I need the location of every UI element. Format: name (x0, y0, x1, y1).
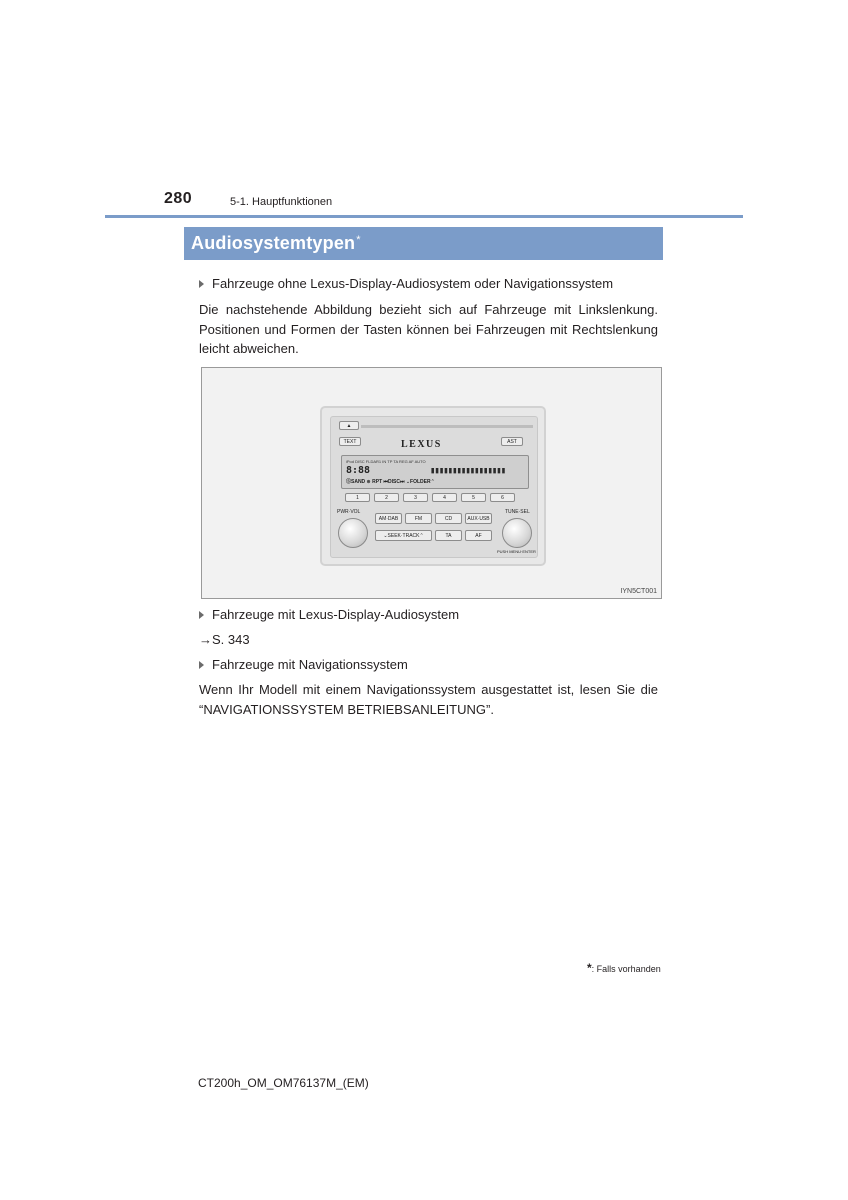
intro-paragraph (199, 300, 658, 359)
paragraph-line: Positionen und Formen der Tasten können bei Fahrzeugen mit Rechtslenkung (199, 321, 658, 337)
tune-sel-label: TUNE·SEL (505, 509, 530, 515)
pwr-vol-knob (338, 518, 368, 548)
audio-unit (320, 406, 546, 566)
ast-button: AST (501, 437, 523, 446)
section-marker: * (356, 233, 361, 246)
document-code: CT200h_OM_OM76137M_(EM) (198, 1076, 369, 1090)
paragraph-line: “NAVIGATIONSSYSTEM BETRIEBSANLEITUNG”. (199, 701, 494, 717)
preset-button-3: 3 (403, 493, 428, 502)
bullet-text: Fahrzeuge ohne Lexus-Display-Audiosystem oder Navigationssystem (212, 276, 614, 291)
bullet-triangle-icon (199, 661, 204, 669)
display-main-digits: 8:88 (346, 465, 371, 476)
disc-slot (361, 425, 533, 428)
display-status-line: iPod DISC FLDAR1 IN TP TA REG AF AUTO (346, 459, 426, 464)
page-number: 280 (164, 190, 193, 207)
section-heading (184, 227, 663, 260)
bullet-triangle-icon (199, 611, 204, 619)
footnote (587, 961, 661, 975)
preset-button-5: 5 (461, 493, 486, 502)
chapter-title: 5-1. Hauptfunktionen (230, 196, 333, 208)
bullet-text: Fahrzeuge mit Navigationssystem (212, 657, 408, 672)
preset-button-6: 6 (490, 493, 515, 502)
tune-sel-knob (502, 518, 532, 548)
bullet-no-display-audio (199, 276, 613, 292)
bullet-navigation (199, 657, 408, 673)
audio-unit-figure (201, 367, 662, 599)
eject-button (339, 421, 359, 430)
aux-usb-button: AUX·USB (465, 513, 492, 524)
header-rule (105, 215, 743, 218)
menu-enter-label: PUSH MENU·ENTER (497, 549, 536, 554)
lcd-display (341, 455, 529, 489)
lexus-logo: LEXUS (401, 439, 442, 450)
ta-button: TA (435, 530, 462, 541)
preset-button-4: 4 (432, 493, 457, 502)
page-reference (199, 630, 658, 650)
figure-code: IYN5CT001 (620, 588, 657, 595)
text-button: TEXT (339, 437, 361, 446)
preset-button-1: 1 (345, 493, 370, 502)
footnote-text: : Falls vorhanden (591, 964, 661, 974)
section-title: Audiosystemtypen (191, 233, 356, 253)
preset-button-2: 2 (374, 493, 399, 502)
pwr-vol-label: PWR·VOL (337, 509, 361, 515)
am-dab-button: AM·DAB (375, 513, 402, 524)
bullet-display-audio (199, 607, 459, 623)
af-button: AF (465, 530, 492, 541)
display-function-line: ⓈSAND ⊕ RPT ⏮DISC⏭ ⌄FOLDER⌃ (346, 479, 435, 485)
display-dot-matrix: ▮▮▮▮▮▮▮▮▮▮▮▮▮▮▮▮▮ (430, 466, 506, 476)
footnote-marker: * (587, 961, 592, 975)
paragraph-line: Wenn Ihr Modell mit einem Navigationssystem ausgestattet ist, lesen Sie die (199, 682, 658, 697)
bullet-triangle-icon (199, 280, 204, 288)
fm-button: FM (405, 513, 432, 524)
paragraph-line: Die nachstehende Abbildung bezieht sich auf Fahrzeuge mit Linkslenkung. (199, 302, 658, 317)
paragraph-line: leicht abweichen. (199, 341, 299, 356)
page-reference-text: →S. 343 (199, 632, 250, 647)
bullet-text: Fahrzeuge mit Lexus-Display-Audiosystem (212, 607, 460, 622)
navigation-paragraph (199, 680, 658, 719)
eject-icon: ▲ (346, 422, 352, 429)
cd-button: CD (435, 513, 462, 524)
seek-track-button: ⌄SEEK·TRACK⌃ (375, 530, 432, 541)
audio-faceplate (330, 416, 538, 558)
